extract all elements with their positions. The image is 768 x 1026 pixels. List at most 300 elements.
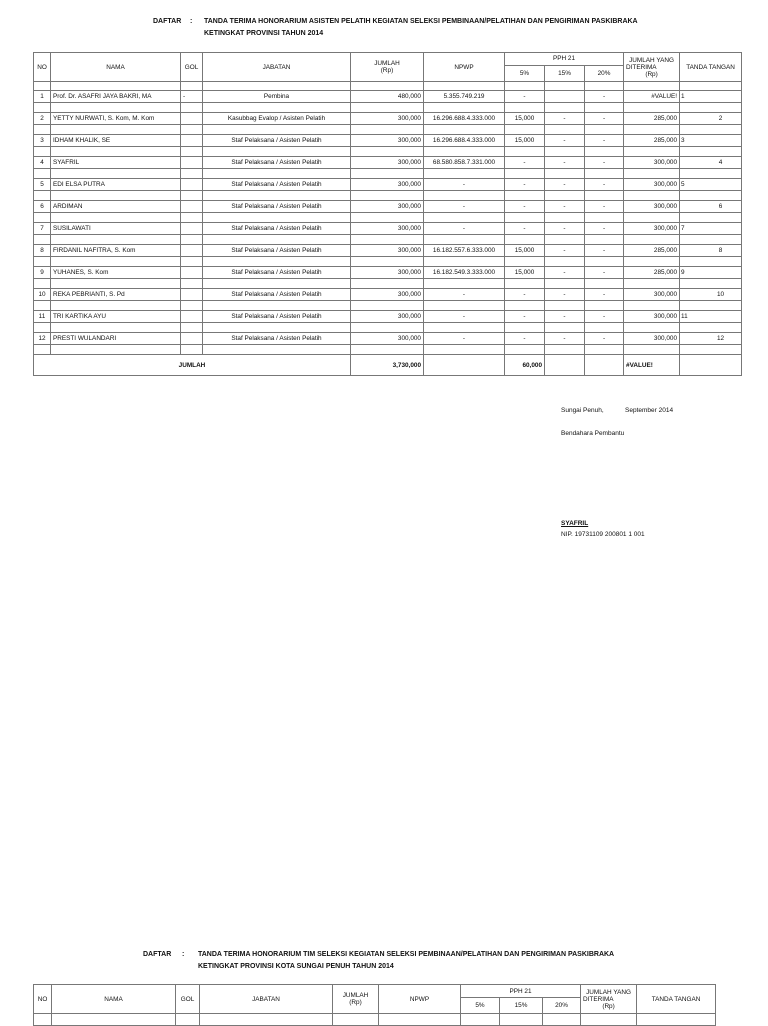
spacer-cell (424, 191, 505, 201)
row-pph-15 (545, 91, 585, 103)
spacer-cell (505, 323, 545, 333)
spacer-cell (680, 213, 742, 223)
spacer-cell (203, 257, 351, 267)
t2-spacer-cell (176, 1014, 200, 1026)
t2-col-header-pph21: PPH 21 (461, 985, 581, 998)
total-tanda-tangan (680, 355, 742, 376)
spacer-cell (351, 279, 424, 289)
spacer-cell (545, 82, 585, 91)
row-nama: YETTY NURWATI, S. Kom, M. Kom (51, 113, 181, 125)
total-pph-5: 60,000 (505, 355, 545, 376)
row-jumlah: 300,000 (351, 333, 424, 345)
spacer-cell (585, 147, 624, 157)
spacer-cell (181, 345, 203, 355)
t2-col-header-pph-15: 15% (500, 998, 543, 1014)
spacer-cell (181, 147, 203, 157)
spacer-cell (624, 103, 680, 113)
col-header-tanda-tangan: TANDA TANGAN (680, 53, 742, 82)
spacer-cell (545, 103, 585, 113)
row-pph-20: - (585, 201, 624, 213)
row-no: 1 (34, 91, 51, 103)
spacer-cell (424, 279, 505, 289)
spacer-cell (505, 103, 545, 113)
spacer-cell (351, 169, 424, 179)
row-signature-number: 2 (680, 113, 742, 125)
row-nama: TRI KARTIKA AYU (51, 311, 181, 323)
row-jabatan: Staf Pelaksana / Asisten Pelatih (203, 311, 351, 323)
spacer-cell (34, 301, 51, 311)
spacer-cell (203, 213, 351, 223)
row-nama: PRESTI WULANDARI (51, 333, 181, 345)
spacer-cell (203, 125, 351, 135)
row-pph-20: - (585, 135, 624, 147)
spacer-cell (585, 323, 624, 333)
spacer-cell (505, 301, 545, 311)
spacer-cell (545, 235, 585, 245)
spacer-row (34, 301, 742, 311)
row-gol: - (181, 91, 203, 103)
t2-spacer-cell (581, 1014, 637, 1026)
spacer-cell (585, 191, 624, 201)
spacer-cell (545, 147, 585, 157)
spacer-cell (34, 191, 51, 201)
spacer-cell (624, 147, 680, 157)
spacer-cell (624, 301, 680, 311)
row-pph-20: - (585, 333, 624, 345)
row-jumlah: 300,000 (351, 311, 424, 323)
row-gol (181, 311, 203, 323)
col-header-jabatan: JABATAN (203, 53, 351, 82)
spacer-cell (351, 103, 424, 113)
col-header-pph-5: 5% (505, 65, 545, 81)
spacer-cell (51, 257, 181, 267)
doc1-title-line2: KETINGKAT PROVINSI TAHUN 2014 (204, 30, 324, 37)
t2-col-header-jumlah (333, 985, 379, 1014)
t2-col-header-diterima (581, 985, 637, 1014)
table-row (34, 245, 742, 257)
row-no: 9 (34, 267, 51, 279)
col-header-diterima-line2: DITERIMA (626, 63, 657, 71)
spacer-cell (34, 257, 51, 267)
row-nama: REKA PEBRIANTI, S. Pd (51, 289, 181, 301)
row-gol (181, 245, 203, 257)
col-header-diterima-line1: JUMLAH YANG (629, 56, 674, 64)
spacer-cell (203, 279, 351, 289)
spacer-cell (680, 169, 742, 179)
t2-spacer-cell (200, 1014, 333, 1026)
row-pph-15: - (545, 157, 585, 169)
row-jabatan: Staf Pelaksana / Asisten Pelatih (203, 179, 351, 191)
spacer-cell (585, 279, 624, 289)
col-header-gol: GOL (181, 53, 203, 82)
spacer-cell (181, 257, 203, 267)
row-signature-number: 9 (680, 267, 742, 279)
spacer-cell (351, 147, 424, 157)
t2-col-header-jumlah-line1: JUMLAH (342, 992, 369, 999)
t2-spacer-cell (543, 1014, 581, 1026)
spacer-row (34, 125, 742, 135)
row-signature-number: 11 (680, 311, 742, 323)
spacer-cell (424, 103, 505, 113)
spacer-cell (203, 235, 351, 245)
row-jumlah: 300,000 (351, 267, 424, 279)
spacer-cell (505, 213, 545, 223)
t2-col-header-pph-5: 5% (461, 998, 500, 1014)
row-diterima: 285,000 (624, 245, 680, 257)
row-npwp: 16.296.688.4.333.000 (424, 113, 505, 125)
spacer-cell (51, 191, 181, 201)
spacer-cell (34, 213, 51, 223)
spacer-cell (585, 103, 624, 113)
signoff-date: September 2014 (625, 407, 674, 414)
row-npwp: 16.182.557.6.333.000 (424, 245, 505, 257)
row-npwp: 5.355.749.219 (424, 91, 505, 103)
row-pph-15: - (545, 135, 585, 147)
spacer-cell (51, 169, 181, 179)
row-jumlah: 480,000 (351, 91, 424, 103)
signoff-role: Bendahara Pembantu (561, 430, 625, 437)
row-signature-number: 1 (680, 91, 742, 103)
spacer-row (34, 213, 742, 223)
spacer-row (34, 82, 742, 91)
row-no: 7 (34, 223, 51, 235)
table-row (34, 223, 742, 235)
spacer-cell (34, 169, 51, 179)
row-npwp: - (424, 179, 505, 191)
spacer-cell (624, 323, 680, 333)
spacer-cell (585, 169, 624, 179)
row-nama: EDI ELSA PUTRA (51, 179, 181, 191)
row-pph-5: - (505, 223, 545, 235)
spacer-cell (351, 257, 424, 267)
doc2-colon: : (182, 951, 185, 958)
t2-col-header-npwp: NPWP (379, 985, 461, 1014)
row-diterima: 300,000 (624, 289, 680, 301)
row-gol (181, 135, 203, 147)
spacer-cell (424, 235, 505, 245)
row-signature-number: 4 (680, 157, 742, 169)
row-jumlah: 300,000 (351, 179, 424, 191)
row-jabatan: Staf Pelaksana / Asisten Pelatih (203, 245, 351, 257)
row-jabatan: Pembina (203, 91, 351, 103)
row-pph-15: - (545, 267, 585, 279)
spacer-cell (624, 125, 680, 135)
spacer-cell (51, 147, 181, 157)
row-npwp: - (424, 201, 505, 213)
spacer-cell (203, 191, 351, 201)
row-pph-15: - (545, 245, 585, 257)
col-header-jumlah (351, 53, 424, 82)
row-pph-5: - (505, 289, 545, 301)
spacer-row (34, 235, 742, 245)
spacer-row (34, 191, 742, 201)
row-diterima: 300,000 (624, 157, 680, 169)
t2-spacer-cell (379, 1014, 461, 1026)
t2-col-header-diterima-line3: (Rp) (602, 1002, 615, 1010)
spacer-cell (505, 169, 545, 179)
table-row (34, 267, 742, 279)
row-pph-20: - (585, 179, 624, 191)
row-npwp: 16.296.688.4.333.000 (424, 135, 505, 147)
spacer-cell (181, 103, 203, 113)
row-diterima: 285,000 (624, 267, 680, 279)
row-pph-15: - (545, 201, 585, 213)
row-pph-5: - (505, 157, 545, 169)
spacer-cell (351, 191, 424, 201)
spacer-cell (181, 235, 203, 245)
row-no: 12 (34, 333, 51, 345)
doc2-title-line1: TANDA TERIMA HONORARIUM TIM SELEKSI KEGIATAN SELEKSI PEMBINAAN/PELATIHAN DAN PENGIRIMAN PASKIBRAKA (198, 951, 615, 958)
row-pph-5: - (505, 179, 545, 191)
row-nama: ARDIMAN (51, 201, 181, 213)
col-header-pph21: PPH 21 (505, 53, 624, 66)
row-jumlah: 300,000 (351, 157, 424, 169)
spacer-cell (505, 125, 545, 135)
spacer-row (34, 279, 742, 289)
t2-col-header-diterima-line2: DITERIMA (583, 995, 614, 1003)
spacer-cell (351, 235, 424, 245)
row-diterima: 300,000 (624, 179, 680, 191)
spacer-cell (181, 323, 203, 333)
row-jabatan: Staf Pelaksana / Asisten Pelatih (203, 135, 351, 147)
spacer-cell (680, 301, 742, 311)
row-npwp: - (424, 311, 505, 323)
spacer-row (34, 147, 742, 157)
spacer-cell (424, 147, 505, 157)
honorarium-table-2 (33, 984, 716, 1026)
row-pph-20: - (585, 311, 624, 323)
row-pph-20: - (585, 157, 624, 169)
row-gol (181, 201, 203, 213)
col-header-nama: NAMA (51, 53, 181, 82)
row-pph-15: - (545, 179, 585, 191)
spacer-cell (351, 345, 424, 355)
row-pph-5: - (505, 91, 545, 103)
t2-col-header-no: NO (34, 985, 52, 1014)
row-gol (181, 113, 203, 125)
row-signature-number: 8 (680, 245, 742, 257)
row-gol (181, 289, 203, 301)
row-nama: IDHAM KHALIK, SE (51, 135, 181, 147)
spacer-cell (545, 257, 585, 267)
spacer-cell (181, 191, 203, 201)
spacer-cell (624, 82, 680, 91)
spacer-row (34, 103, 742, 113)
row-jabatan: Staf Pelaksana / Asisten Pelatih (203, 223, 351, 235)
total-jumlah: 3,730,000 (351, 355, 424, 376)
spacer-cell (51, 279, 181, 289)
total-row (34, 355, 742, 376)
spacer-cell (680, 147, 742, 157)
row-gol (181, 223, 203, 235)
col-header-pph-15: 15% (545, 65, 585, 81)
spacer-cell (585, 82, 624, 91)
row-diterima: 285,000 (624, 113, 680, 125)
spacer-cell (505, 235, 545, 245)
row-jumlah: 300,000 (351, 289, 424, 301)
spacer-row (34, 345, 742, 355)
t2-spacer-cell (500, 1014, 543, 1026)
spacer-cell (680, 323, 742, 333)
spacer-cell (680, 235, 742, 245)
spacer-cell (34, 125, 51, 135)
spacer-cell (203, 345, 351, 355)
spacer-cell (680, 103, 742, 113)
row-pph-5: - (505, 333, 545, 345)
spacer-cell (505, 82, 545, 91)
doc2-title-line2: KETINGKAT PROVINSI KOTA SUNGAI PENUH TAHUN 2014 (198, 963, 394, 970)
spacer-cell (203, 301, 351, 311)
row-pph-20: - (585, 267, 624, 279)
row-gol (181, 157, 203, 169)
row-jumlah: 300,000 (351, 223, 424, 235)
spacer-cell (624, 191, 680, 201)
spacer-cell (424, 301, 505, 311)
spacer-cell (545, 323, 585, 333)
row-pph-5: 15,000 (505, 245, 545, 257)
spacer-cell (624, 345, 680, 355)
spacer-cell (680, 279, 742, 289)
row-diterima: 300,000 (624, 201, 680, 213)
spacer-cell (51, 103, 181, 113)
spacer-cell (34, 103, 51, 113)
row-jabatan: Kasubbag Evalop / Asisten Pelatih (203, 113, 351, 125)
table-row (34, 179, 742, 191)
spacer-cell (505, 191, 545, 201)
row-jabatan: Staf Pelaksana / Asisten Pelatih (203, 157, 351, 169)
row-gol (181, 267, 203, 279)
total-npwp (424, 355, 505, 376)
row-pph-5: 15,000 (505, 113, 545, 125)
signoff-place: Sungai Penuh, (561, 407, 604, 414)
spacer-cell (51, 301, 181, 311)
table-row (34, 157, 742, 169)
row-pph-20: - (585, 223, 624, 235)
spacer-cell (351, 125, 424, 135)
total-label: JUMLAH (34, 355, 351, 376)
row-signature-number: 10 (680, 289, 742, 301)
spacer-cell (51, 125, 181, 135)
row-pph-5: - (505, 311, 545, 323)
row-pph-5: 15,000 (505, 135, 545, 147)
row-nama: SYAFRIL (51, 157, 181, 169)
row-nama: FIRDANIL NAFITRA, S. Kom (51, 245, 181, 257)
spacer-cell (51, 323, 181, 333)
table-row (34, 311, 742, 323)
row-signature-number: 5 (680, 179, 742, 191)
row-jabatan: Staf Pelaksana / Asisten Pelatih (203, 267, 351, 279)
row-pph-15: - (545, 223, 585, 235)
row-no: 4 (34, 157, 51, 169)
t2-col-header-tanda-tangan: TANDA TANGAN (637, 985, 716, 1014)
row-diterima: 300,000 (624, 223, 680, 235)
spacer-cell (585, 235, 624, 245)
t2-col-header-jumlah-line2: (Rp) (349, 999, 362, 1006)
spacer-cell (624, 213, 680, 223)
spacer-cell (680, 345, 742, 355)
row-signature-number: 6 (680, 201, 742, 213)
spacer-cell (680, 82, 742, 91)
row-signature-number: 12 (680, 333, 742, 345)
spacer-row (34, 257, 742, 267)
spacer-cell (51, 235, 181, 245)
table-row (34, 201, 742, 213)
table-row (34, 113, 742, 125)
row-diterima: 300,000 (624, 333, 680, 345)
spacer-cell (181, 301, 203, 311)
row-no: 6 (34, 201, 51, 213)
row-jumlah: 300,000 (351, 245, 424, 257)
col-header-no: NO (34, 53, 51, 82)
row-pph-20: - (585, 289, 624, 301)
row-jumlah: 300,000 (351, 201, 424, 213)
spacer-cell (624, 169, 680, 179)
t2-spacer-cell (52, 1014, 176, 1026)
total-pph-15 (545, 355, 585, 376)
spacer-cell (203, 82, 351, 91)
spacer-cell (34, 279, 51, 289)
table-body (34, 82, 742, 376)
spacer-cell (34, 345, 51, 355)
spacer-cell (34, 235, 51, 245)
row-gol (181, 333, 203, 345)
spacer-cell (624, 257, 680, 267)
row-npwp: - (424, 223, 505, 235)
spacer-cell (545, 125, 585, 135)
col-header-diterima-line3: (Rp) (645, 70, 658, 78)
spacer-cell (505, 279, 545, 289)
t2-col-header-pph-20: 20% (543, 998, 581, 1014)
spacer-cell (34, 147, 51, 157)
row-pph-5: 15,000 (505, 267, 545, 279)
spacer-cell (545, 191, 585, 201)
row-pph-15: - (545, 113, 585, 125)
t2-spacer-cell (333, 1014, 379, 1026)
spacer-cell (34, 82, 51, 91)
spacer-cell (203, 103, 351, 113)
spacer-cell (51, 213, 181, 223)
spacer-cell (203, 323, 351, 333)
spacer-cell (585, 257, 624, 267)
honorarium-table (33, 52, 742, 376)
spacer-cell (680, 191, 742, 201)
row-no: 8 (34, 245, 51, 257)
spacer-cell (505, 345, 545, 355)
row-jabatan: Staf Pelaksana / Asisten Pelatih (203, 289, 351, 301)
row-jabatan: Staf Pelaksana / Asisten Pelatih (203, 201, 351, 213)
row-jabatan: Staf Pelaksana / Asisten Pelatih (203, 333, 351, 345)
row-npwp: - (424, 289, 505, 301)
row-no: 2 (34, 113, 51, 125)
table-row (34, 289, 742, 301)
col-header-pph-20: 20% (585, 65, 624, 81)
col-header-jumlah-line1: JUMLAH (374, 60, 400, 67)
row-signature-number: 3 (680, 135, 742, 147)
spacer-cell (424, 345, 505, 355)
spacer-cell (545, 213, 585, 223)
spacer-cell (624, 235, 680, 245)
spacer-cell (181, 125, 203, 135)
row-pph-5: - (505, 201, 545, 213)
spacer-cell (545, 169, 585, 179)
row-npwp: 16.182.549.3.333.000 (424, 267, 505, 279)
spacer-cell (585, 125, 624, 135)
spacer-cell (351, 82, 424, 91)
row-diterima: #VALUE! (624, 91, 680, 103)
spacer-cell (424, 257, 505, 267)
doc1-title-line1: TANDA TERIMA HONORARIUM ASISTEN PELATIH KEGIATAN SELEKSI PEMBINAAN/PELATIHAN DAN PENGIRIMAN PASKIBRAKA (204, 18, 638, 25)
spacer-cell (351, 301, 424, 311)
